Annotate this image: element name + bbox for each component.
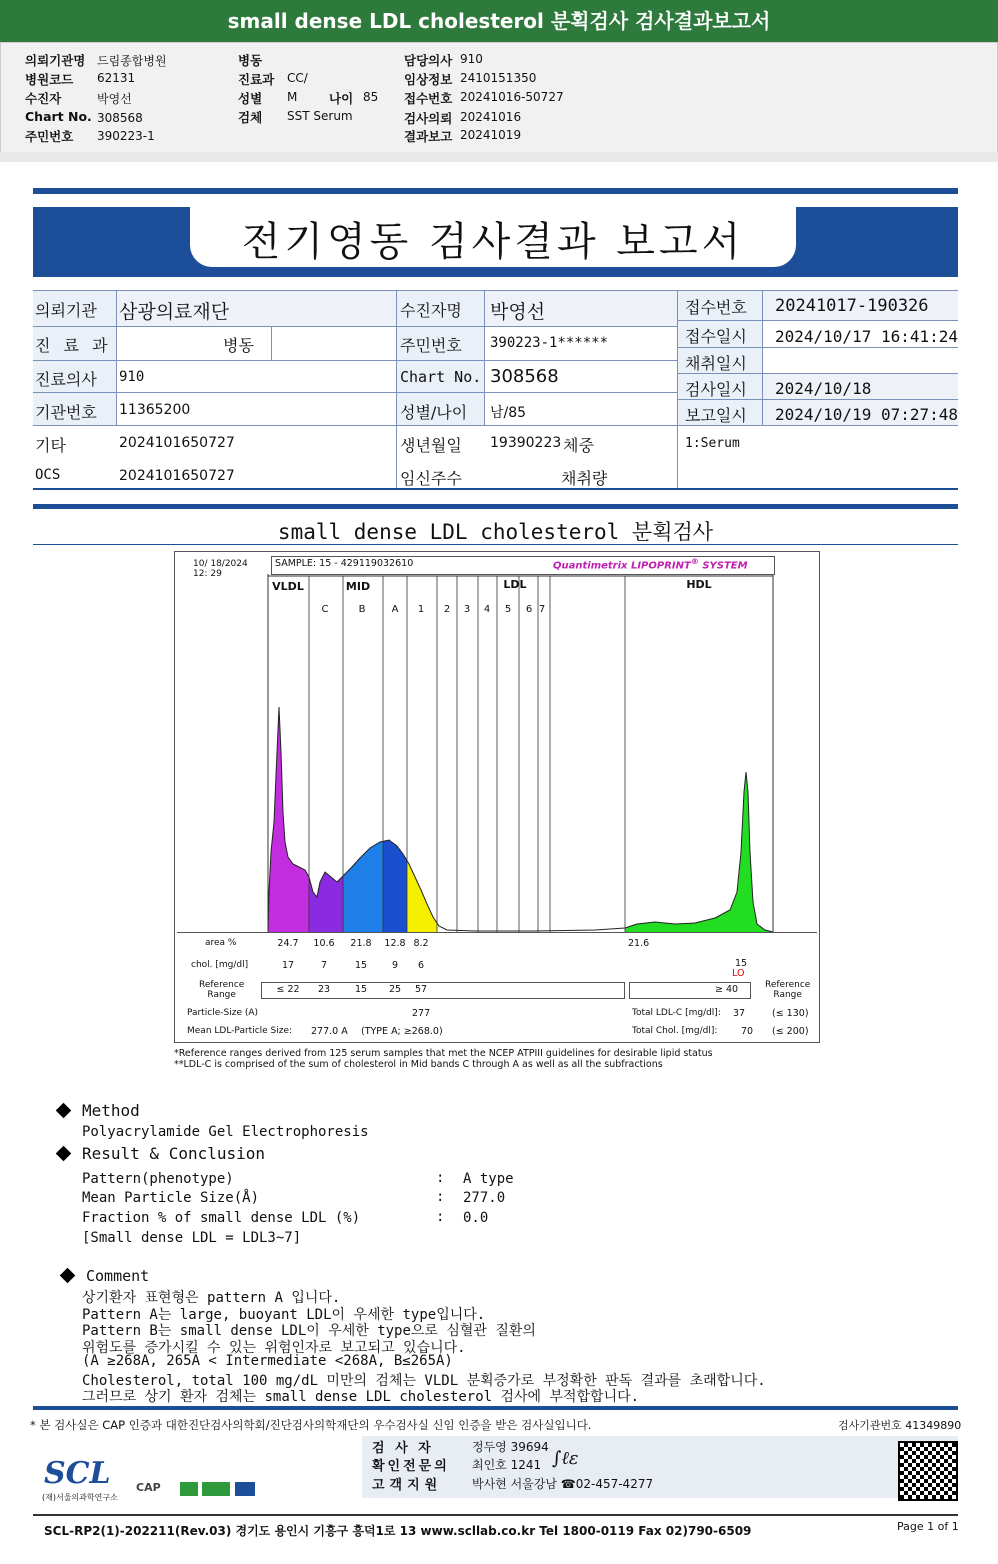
label: 접수번호 — [685, 298, 747, 317]
colon: : — [436, 1170, 445, 1186]
hdl-area — [625, 772, 773, 932]
label: 기타 — [35, 436, 66, 455]
particle-size-value: 277 — [412, 1008, 431, 1019]
area-value: 24.7 — [277, 938, 299, 949]
label: 검체 — [238, 110, 263, 125]
page-number: Page 1 of 1 — [897, 1520, 959, 1533]
institution-number: 검사기관번호 41349890 — [838, 1419, 962, 1432]
label: 성별 — [238, 91, 263, 106]
reception-date-value: 2024/10/17 16:41:24 — [775, 327, 959, 346]
label: 의뢰기관 — [35, 301, 97, 320]
area-value: 21.8 — [350, 938, 372, 949]
hdl-reference-value: ≥ 40 — [715, 984, 739, 995]
label: 접수번호 — [404, 91, 453, 106]
diamond-bullet-icon — [56, 1103, 72, 1119]
mean-size-label: Mean LDL-Particle Size: — [187, 1026, 293, 1036]
value: 20241019 — [460, 128, 522, 142]
total-chol-value: 70 — [741, 1026, 754, 1037]
reference-range-label: Reference Range — [199, 980, 245, 1000]
total-ldl-ref: (≤ 130) — [772, 1008, 809, 1019]
chart-time: 12: 29 — [193, 569, 222, 579]
result-label: Mean Particle Size(Å) — [82, 1190, 260, 1206]
sex-age-value: 남/85 — [490, 405, 527, 421]
hdl-chol-value: 15 — [735, 958, 748, 969]
label: 의뢰기관명 — [25, 53, 86, 68]
signature-icon: ∫ℓε — [552, 1448, 579, 1469]
chol-value: 7 — [320, 960, 328, 971]
band-label: 4 — [483, 604, 491, 615]
electrophoresis-plot — [175, 552, 819, 1042]
label: 진료과 — [238, 72, 275, 87]
total-chol-ref: (≤ 200) — [772, 1026, 809, 1037]
value: 390223-1 — [97, 129, 155, 143]
dept-value: 병동 — [223, 336, 254, 355]
band-group-label: HDL — [686, 578, 712, 591]
ldl-reference-box — [261, 982, 625, 999]
label: 수진자명 — [400, 301, 462, 320]
label: 확인전문의 — [372, 1459, 450, 1474]
label: 수진자 — [25, 91, 62, 106]
divider — [0, 152, 998, 162]
result-label: Fraction % of small dense LDL (%) — [82, 1210, 361, 1226]
label: 채취일시 — [685, 354, 747, 373]
band-label: 5 — [504, 604, 512, 615]
label: 채취량 — [561, 469, 608, 488]
label: 임상정보 — [404, 72, 453, 87]
label: 성별/나이 — [400, 403, 468, 422]
result-value: 277.0 — [463, 1190, 506, 1206]
method-text: Polyacrylamide Gel Electrophoresis — [82, 1124, 369, 1140]
value: 2410151350 — [460, 71, 537, 85]
divider — [33, 360, 677, 361]
value: M — [287, 90, 298, 104]
cap-logo: CAP — [136, 1481, 161, 1494]
divider — [33, 488, 958, 490]
value: 드림종합병원 — [97, 54, 167, 68]
report-title: 전기영동 검사결과 보고서 — [241, 219, 745, 265]
label: 체중 — [563, 436, 594, 455]
ldl1-area — [407, 861, 437, 932]
etc-value: 2024101650727 — [119, 435, 235, 451]
comment-line: Cholesterol, total 100 mg/dL 미만의 검체는 VLDL 분획증가로 부정확한 판독 결과를 초래합니다. — [82, 1372, 766, 1389]
qr-code-icon — [898, 1441, 958, 1501]
support-value: 박사현 서울강남 ☎02-457-4277 — [472, 1477, 654, 1491]
area-label: area % — [205, 938, 237, 948]
colon: : — [436, 1209, 445, 1225]
address-line: SCL-RP2(1)-202211(Rev.03) 경기도 용인시 기흥구 흥덕1로 13 www.scllab.co.kr Tel 1800-0119 Fax 02)790-6509 — [44, 1524, 752, 1538]
reference-range-right: Reference Range — [765, 980, 811, 1000]
total-chol-label: Total Chol. [mg/dl]: — [632, 1026, 718, 1036]
mean-size-value: 277.0 A — [311, 1026, 348, 1037]
band-group-label: VLDL — [272, 580, 304, 593]
chol-value: 17 — [281, 960, 295, 971]
label: 주민번호 — [25, 129, 74, 144]
confirm-value: 최인호 1241 — [472, 1458, 542, 1472]
divider — [484, 290, 485, 425]
diamond-bullet-icon — [56, 1146, 72, 1162]
chol-value: 9 — [391, 960, 399, 971]
band-label: 2 — [443, 604, 451, 615]
chart-date: 10/ 18/2024 — [193, 559, 248, 569]
ocs-value: 2024101650727 — [119, 468, 235, 484]
value: SST Serum — [287, 109, 353, 123]
label: 보고일시 — [685, 406, 747, 425]
value: 20241016 — [460, 110, 522, 124]
divider — [33, 425, 958, 426]
value: 20241016-50727 — [460, 90, 564, 104]
divider — [33, 188, 958, 194]
label: 검사일시 — [685, 380, 747, 399]
value: 308568 — [97, 111, 143, 125]
label: 검사의뢰 — [404, 111, 453, 126]
comment-line: Pattern B는 small dense LDL이 우세한 type으로 심혈관 질환의 — [82, 1323, 536, 1339]
comment-line: 상기환자 표현형은 pattern A 입니다. — [82, 1290, 341, 1306]
value: 85 — [363, 90, 379, 104]
total-ldl-label: Total LDL-C [mg/dl]: — [632, 1008, 721, 1018]
brand-label: Quantimetrix LIPOPRINT® SYSTEM — [553, 557, 748, 572]
test-date-value: 2024/10/18 — [775, 379, 872, 398]
scl-logo: SCL — [44, 1456, 111, 1491]
divider — [33, 326, 677, 327]
result-title: Result & Conclusion — [82, 1144, 266, 1163]
report-date-value: 2024/10/19 07:27:48 — [775, 405, 959, 424]
label: 나이 — [329, 91, 354, 106]
divider — [116, 290, 117, 425]
signature-panel — [362, 1436, 958, 1498]
divider — [677, 290, 678, 490]
area-value: 10.6 — [313, 938, 335, 949]
specimen-note: 1:Serum — [685, 436, 740, 451]
label: 임신주수 — [400, 469, 462, 488]
band-label: 1 — [417, 604, 425, 615]
comment-line: 위험도를 증가시킬 수 있는 위험인자로 보고되고 있습니다. — [82, 1339, 466, 1356]
reference-value: 57 — [414, 984, 428, 995]
label: Chart No. — [400, 368, 482, 386]
doctor-value: 910 — [119, 369, 145, 385]
result-note: [Small dense LDL = LDL3~7] — [82, 1230, 302, 1246]
institution-value: 삼광의료재단 — [119, 301, 230, 323]
divider — [33, 392, 677, 393]
label: 진료의사 — [35, 370, 97, 389]
reference-value: 23 — [317, 984, 331, 995]
hdl-area-value: 21.6 — [628, 938, 650, 949]
band-label: 3 — [463, 604, 471, 615]
label: 담당의사 — [404, 53, 453, 68]
section-title: small dense LDL cholesterol 분획검사 — [277, 520, 714, 544]
result-value: 0.0 — [463, 1210, 489, 1226]
reference-value: ≤ 22 — [276, 984, 300, 995]
patient-info-table — [33, 290, 958, 490]
comment-title: Comment — [86, 1267, 150, 1285]
label: 주민번호 — [400, 336, 462, 355]
diamond-bullet-icon — [60, 1268, 76, 1284]
comment-line: 그러므로 상기 환자 검체는 small dense LDL cholesterol 검사에 부적합합니다. — [82, 1389, 640, 1405]
method-title: Method — [82, 1101, 140, 1120]
value: 910 — [460, 52, 483, 66]
label: 결과보고 — [404, 129, 453, 144]
logo-subtitle: (재)서울의과학연구소 — [42, 1493, 118, 1502]
band-label: A — [391, 604, 399, 615]
label: 검 사 자 — [372, 1441, 434, 1456]
label: 생년월일 — [400, 436, 462, 455]
label: 병동 — [238, 53, 263, 68]
divider — [396, 290, 397, 490]
rrn-value: 390223-1****** — [490, 335, 609, 351]
report-banner-title: small dense LDL cholesterol 분획검사 검사결과보고서 — [0, 0, 998, 42]
comment-line: (A ≥268A, 265A < Intermediate <268A, B≤265A) — [82, 1353, 453, 1369]
area-value: 12.8 — [384, 938, 406, 949]
lipoprint-chart — [174, 551, 820, 1043]
divider — [33, 1514, 958, 1516]
divider — [177, 932, 817, 933]
band-group-label: MID — [345, 580, 371, 593]
label: Chart No. — [25, 109, 92, 124]
birth-value: 19390223 — [490, 435, 562, 451]
reception-number-value: 20241017-190326 — [775, 296, 929, 316]
colon: : — [436, 1189, 445, 1205]
label: 고객지원 — [372, 1478, 443, 1493]
result-value: A type — [463, 1171, 514, 1187]
chol-label: chol. [mg/dl] — [191, 960, 249, 970]
label: 기관번호 — [35, 403, 97, 422]
institution-number-value: 11365200 — [119, 402, 191, 418]
hdl-low-flag: LO — [732, 968, 745, 979]
value: 62131 — [97, 71, 136, 85]
certification-logo-icon — [202, 1482, 230, 1496]
chol-value: 15 — [354, 960, 368, 971]
label: 진 료 과 — [35, 336, 112, 355]
comment-line: Pattern A는 large, buoyant LDL이 우세한 type입니다. — [82, 1306, 486, 1323]
sample-id: SAMPLE: 15 - 429119032610 — [275, 558, 414, 569]
particle-size-label: Particle-Size (A) — [187, 1008, 259, 1018]
chart-number-value: 308568 — [490, 366, 559, 387]
band-label: C — [321, 604, 329, 615]
mean-size-type: (TYPE A; ≥268.0) — [361, 1026, 443, 1037]
footnote: *Reference ranges derived from 125 serum samples that met the NCEP ATPIII guidelines for desirable lipid status — [174, 1048, 713, 1059]
divider — [33, 504, 958, 509]
area-value: 8.2 — [413, 938, 429, 949]
patient-name-value: 박영선 — [490, 301, 546, 323]
divider — [762, 290, 763, 425]
certification-note: * 본 검사실은 CAP 인증과 대한진단검사의학회/진단검사의학재단의 우수검사실 신임 인증을 받은 검사실입니다. — [30, 1418, 592, 1432]
certification-logo-icon — [235, 1482, 255, 1496]
divider — [33, 1406, 958, 1410]
value: CC/ — [287, 71, 308, 85]
band-label: 6 — [525, 604, 533, 615]
band-label: B — [358, 604, 366, 615]
label: 병원코드 — [25, 72, 74, 87]
certification-logo-icon — [180, 1482, 198, 1496]
chol-value: 6 — [417, 960, 425, 971]
divider — [677, 347, 958, 348]
divider — [677, 320, 958, 321]
band-label: 7 — [538, 604, 546, 615]
footnote: **LDL-C is comprised of the sum of cholesterol in Mid bands C through A as well as all the subfractions — [174, 1059, 663, 1070]
divider — [33, 544, 958, 545]
reference-value: 25 — [388, 984, 402, 995]
total-ldl-value: 37 — [733, 1008, 746, 1019]
band-group-label: LDL — [503, 578, 527, 591]
divider — [271, 326, 272, 360]
tester-value: 정두영 39694 — [472, 1440, 549, 1454]
divider — [33, 290, 958, 291]
label: OCS — [35, 467, 61, 483]
request-info-panel — [0, 42, 998, 154]
result-label: Pattern(phenotype) — [82, 1171, 234, 1187]
value: 박영선 — [97, 92, 132, 106]
reference-value: 15 — [354, 984, 368, 995]
label: 접수일시 — [685, 327, 747, 346]
